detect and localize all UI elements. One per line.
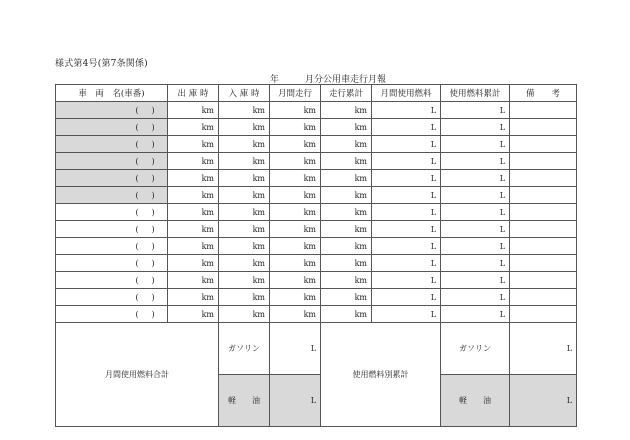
- monthly-fuel-cell[interactable]: L: [372, 102, 441, 119]
- monthly-distance-cell[interactable]: km: [270, 102, 321, 119]
- monthly-fuel-cell[interactable]: L: [372, 306, 441, 323]
- departure-cell[interactable]: km: [168, 204, 219, 221]
- remarks-cell[interactable]: [510, 136, 577, 153]
- remarks-cell[interactable]: [510, 306, 577, 323]
- monthly-distance-cell[interactable]: km: [270, 289, 321, 306]
- cumulative-distance-cell[interactable]: km: [321, 204, 372, 221]
- vehicle-name-cell[interactable]: [56, 255, 168, 272]
- table-row: [56, 306, 577, 323]
- return-cell[interactable]: km: [219, 289, 270, 306]
- diesel-label-2: 軽 油: [441, 375, 510, 427]
- monthly-fuel-cell[interactable]: L: [372, 170, 441, 187]
- form-number-label: 様式第4号(第7条関係): [55, 59, 148, 69]
- vehicle-name-cell[interactable]: [56, 119, 168, 136]
- header-cumulative-distance: 走行累計: [321, 85, 372, 102]
- vehicle-name-cell[interactable]: [56, 204, 168, 221]
- cumulative-by-fuel-label: 使用燃料別累計: [321, 323, 441, 427]
- open-paren: (: [135, 156, 139, 166]
- cumulative-fuel-cell[interactable]: L: [441, 170, 510, 187]
- return-cell[interactable]: km: [219, 255, 270, 272]
- cumulative-distance-cell[interactable]: km: [321, 187, 372, 204]
- cumulative-distance-cell[interactable]: km: [321, 170, 372, 187]
- departure-cell[interactable]: km: [168, 119, 219, 136]
- vehicle-name-cell[interactable]: [56, 221, 168, 238]
- gasoline-total-cell[interactable]: L: [270, 323, 321, 375]
- diesel-total-cell[interactable]: L: [270, 375, 321, 427]
- monthly-distance-cell[interactable]: km: [270, 136, 321, 153]
- remarks-cell[interactable]: [510, 238, 577, 255]
- open-paren: (: [135, 224, 139, 234]
- return-cell[interactable]: km: [219, 187, 270, 204]
- open-paren: (: [135, 173, 139, 183]
- table-row: [56, 221, 577, 238]
- monthly-fuel-cell[interactable]: L: [372, 255, 441, 272]
- open-paren: (: [135, 105, 139, 115]
- return-cell[interactable]: km: [219, 221, 270, 238]
- monthly-total-label: 月間使用燃料合計: [56, 323, 219, 427]
- close-paren: ): [151, 190, 155, 200]
- table-row: [56, 102, 577, 119]
- vehicle-name-cell[interactable]: [56, 153, 168, 170]
- cumulative-distance-cell[interactable]: km: [321, 272, 372, 289]
- remarks-cell[interactable]: [510, 119, 577, 136]
- log-body: [56, 102, 577, 323]
- monthly-distance-cell[interactable]: km: [270, 221, 321, 238]
- remarks-cell[interactable]: [510, 187, 577, 204]
- table-row: [56, 289, 577, 306]
- departure-cell[interactable]: km: [168, 170, 219, 187]
- return-cell[interactable]: km: [219, 238, 270, 255]
- header-monthly-fuel: 月間使用燃料: [372, 85, 441, 102]
- departure-cell[interactable]: km: [168, 238, 219, 255]
- cumulative-fuel-cell[interactable]: L: [441, 153, 510, 170]
- open-paren: (: [135, 309, 139, 319]
- return-cell[interactable]: km: [219, 136, 270, 153]
- table-row: [56, 187, 577, 204]
- monthly-distance-cell[interactable]: km: [270, 204, 321, 221]
- monthly-distance-cell[interactable]: km: [270, 170, 321, 187]
- open-paren: (: [135, 139, 139, 149]
- cumulative-fuel-cell[interactable]: L: [441, 102, 510, 119]
- cumulative-fuel-cell[interactable]: L: [441, 289, 510, 306]
- departure-cell[interactable]: km: [168, 306, 219, 323]
- header-remarks: 備 考: [510, 85, 577, 102]
- cumulative-fuel-cell[interactable]: L: [441, 187, 510, 204]
- cumulative-distance-cell[interactable]: km: [321, 136, 372, 153]
- vehicle-name-cell[interactable]: [56, 170, 168, 187]
- departure-cell[interactable]: km: [168, 187, 219, 204]
- gasoline-cumulative-cell[interactable]: L: [510, 323, 577, 375]
- departure-cell[interactable]: km: [168, 102, 219, 119]
- close-paren: ): [151, 292, 155, 302]
- cumulative-distance-cell[interactable]: km: [321, 153, 372, 170]
- cumulative-fuel-cell[interactable]: L: [441, 136, 510, 153]
- close-paren: ): [151, 156, 155, 166]
- table-row: [56, 255, 577, 272]
- cumulative-distance-cell[interactable]: km: [321, 221, 372, 238]
- open-paren: (: [135, 241, 139, 251]
- summary-row-gasoline: [56, 323, 577, 375]
- monthly-fuel-cell[interactable]: L: [372, 204, 441, 221]
- return-cell[interactable]: km: [219, 170, 270, 187]
- return-cell[interactable]: km: [219, 119, 270, 136]
- remarks-cell[interactable]: [510, 289, 577, 306]
- table-row: [56, 136, 577, 153]
- departure-cell[interactable]: km: [168, 255, 219, 272]
- vehicle-name-cell[interactable]: [56, 272, 168, 289]
- cumulative-fuel-cell[interactable]: L: [441, 272, 510, 289]
- return-cell[interactable]: km: [219, 153, 270, 170]
- header-cumulative-fuel: 使用燃料累計: [441, 85, 510, 102]
- departure-cell[interactable]: km: [168, 221, 219, 238]
- cumulative-fuel-cell[interactable]: L: [441, 204, 510, 221]
- departure-cell[interactable]: km: [168, 289, 219, 306]
- vehicle-name-cell[interactable]: [56, 306, 168, 323]
- return-cell[interactable]: km: [219, 272, 270, 289]
- gasoline-label-2: ガソリン: [441, 323, 510, 375]
- header-vehicle-name: 車 両 名(車番): [56, 85, 168, 102]
- title-year: 年: [270, 75, 280, 85]
- return-cell[interactable]: km: [219, 306, 270, 323]
- table-row: [56, 204, 577, 221]
- remarks-cell[interactable]: [510, 153, 577, 170]
- table-row: [56, 272, 577, 289]
- remarks-cell[interactable]: [510, 221, 577, 238]
- cumulative-distance-cell[interactable]: km: [321, 238, 372, 255]
- close-paren: ): [151, 224, 155, 234]
- return-cell[interactable]: km: [219, 102, 270, 119]
- departure-cell[interactable]: km: [168, 136, 219, 153]
- monthly-distance-cell[interactable]: km: [270, 153, 321, 170]
- monthly-distance-cell[interactable]: km: [270, 187, 321, 204]
- diesel-cumulative-cell[interactable]: L: [510, 375, 577, 427]
- monthly-fuel-cell[interactable]: L: [372, 272, 441, 289]
- header-row: [56, 85, 577, 102]
- close-paren: ): [151, 139, 155, 149]
- monthly-distance-cell[interactable]: km: [270, 272, 321, 289]
- vehicle-name-cell[interactable]: [56, 187, 168, 204]
- open-paren: (: [135, 275, 139, 285]
- remarks-cell[interactable]: [510, 255, 577, 272]
- vehicle-name-cell[interactable]: [56, 102, 168, 119]
- monthly-fuel-cell[interactable]: L: [372, 119, 441, 136]
- cumulative-fuel-cell[interactable]: L: [441, 255, 510, 272]
- monthly-fuel-cell[interactable]: L: [372, 238, 441, 255]
- remarks-cell[interactable]: [510, 170, 577, 187]
- vehicle-name-cell[interactable]: [56, 136, 168, 153]
- monthly-distance-cell[interactable]: km: [270, 119, 321, 136]
- header-return: 入 庫 時: [219, 85, 270, 102]
- close-paren: ): [151, 309, 155, 319]
- table-row: [56, 170, 577, 187]
- close-paren: ): [151, 173, 155, 183]
- open-paren: (: [135, 258, 139, 268]
- diesel-label: 軽 油: [219, 375, 270, 427]
- vehicle-name-cell[interactable]: [56, 238, 168, 255]
- return-cell[interactable]: km: [219, 204, 270, 221]
- gasoline-label: ガソリン: [219, 323, 270, 375]
- cumulative-distance-cell[interactable]: km: [321, 289, 372, 306]
- monthly-fuel-cell[interactable]: L: [372, 289, 441, 306]
- close-paren: ): [151, 241, 155, 251]
- monthly-fuel-cell[interactable]: L: [372, 187, 441, 204]
- cumulative-fuel-cell[interactable]: L: [441, 119, 510, 136]
- summary-section: [56, 323, 577, 427]
- cumulative-fuel-cell[interactable]: L: [441, 306, 510, 323]
- cumulative-distance-cell[interactable]: km: [321, 102, 372, 119]
- close-paren: ): [151, 207, 155, 217]
- cumulative-fuel-cell[interactable]: L: [441, 238, 510, 255]
- departure-cell[interactable]: km: [168, 153, 219, 170]
- cumulative-distance-cell[interactable]: km: [321, 119, 372, 136]
- monthly-fuel-cell[interactable]: L: [372, 153, 441, 170]
- open-paren: (: [135, 190, 139, 200]
- monthly-distance-cell[interactable]: km: [270, 306, 321, 323]
- monthly-distance-cell[interactable]: km: [270, 255, 321, 272]
- cumulative-distance-cell[interactable]: km: [321, 255, 372, 272]
- header-departure: 出 庫 時: [168, 85, 219, 102]
- open-paren: (: [135, 207, 139, 217]
- table-row: [56, 238, 577, 255]
- header-monthly-distance: 月間走行: [270, 85, 321, 102]
- monthly-fuel-cell[interactable]: L: [372, 136, 441, 153]
- monthly-distance-cell[interactable]: km: [270, 238, 321, 255]
- remarks-cell[interactable]: [510, 272, 577, 289]
- remarks-cell[interactable]: [510, 102, 577, 119]
- close-paren: ): [151, 258, 155, 268]
- vehicle-log-table: [55, 84, 577, 427]
- cumulative-distance-cell[interactable]: km: [321, 306, 372, 323]
- close-paren: ): [151, 122, 155, 132]
- title-text: 月分公用車走行月報: [305, 75, 387, 85]
- close-paren: ): [151, 275, 155, 285]
- remarks-cell[interactable]: [510, 204, 577, 221]
- table-row: [56, 119, 577, 136]
- departure-cell[interactable]: km: [168, 272, 219, 289]
- table-row: [56, 153, 577, 170]
- close-paren: ): [151, 105, 155, 115]
- vehicle-name-cell[interactable]: [56, 289, 168, 306]
- open-paren: (: [135, 122, 139, 132]
- open-paren: (: [135, 292, 139, 302]
- monthly-fuel-cell[interactable]: L: [372, 221, 441, 238]
- cumulative-fuel-cell[interactable]: L: [441, 221, 510, 238]
